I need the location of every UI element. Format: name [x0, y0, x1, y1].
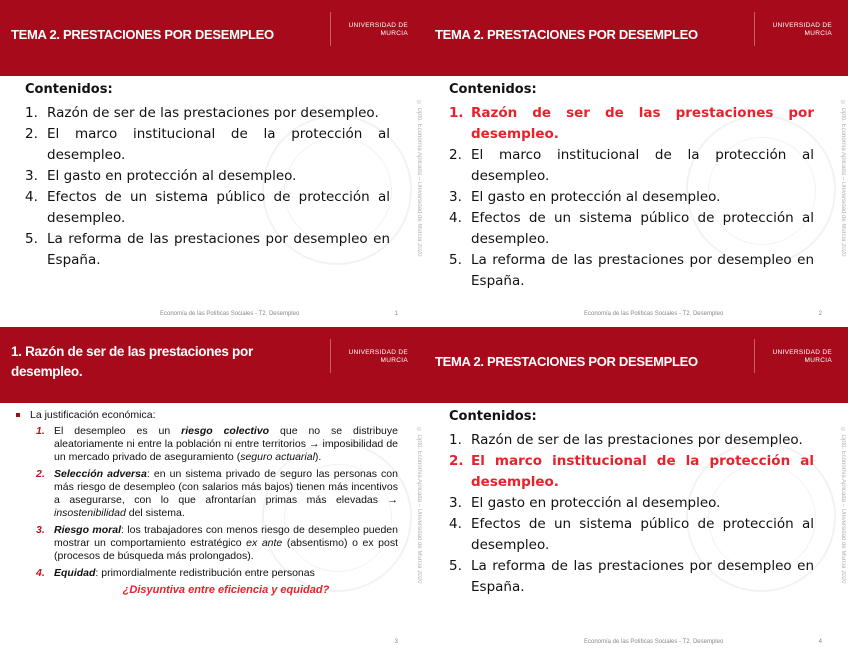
page-number: 4 — [818, 639, 822, 645]
slide-title: TEMA 2. PRESTACIONES POR DESEMPLEO — [435, 27, 698, 42]
contents-item: 3. El gasto en protección al desempleo. — [25, 168, 297, 184]
contents-title: Contenidos: — [449, 82, 537, 97]
contents-item: 4. Efectos de un sistema público de protección al desempleo. — [25, 189, 390, 226]
slide-4 — [424, 327, 848, 655]
contents-item: 2. El marco institucional de la protección al desempleo. — [449, 147, 814, 184]
slide-title: 1. Razón de ser de las prestaciones por desempleo. — [11, 344, 253, 379]
justification-item: 3. Riesgo moral: los trabajadores con menos riesgo de desempleo pueden mostrar un comportamiento estratégico ex ante (absentismo) o ex post (procesos de búsqueda más prolongados). — [36, 524, 398, 562]
contents-list — [449, 430, 814, 598]
contents-item: 4. Efectos de un sistema público de protección al desempleo. — [449, 516, 814, 553]
contents-list — [25, 103, 390, 271]
slide-header — [424, 327, 848, 403]
logo-line-2: MURCIA — [804, 357, 832, 364]
slide-header — [0, 327, 424, 403]
efficiency-equity-question: ¿Disyuntiva entre eficiencia y equidad? — [122, 584, 330, 596]
contents-item: 5. La reforma de las prestaciones por desempleo en España. — [449, 558, 814, 595]
contents-block — [25, 82, 390, 271]
logo-line-1: UNIVERSIDAD DE — [348, 349, 408, 356]
slide-title: TEMA 2. PRESTACIONES POR DESEMPLEO — [435, 354, 698, 369]
university-logo — [754, 12, 834, 46]
bullet-square-icon — [16, 413, 20, 417]
logo-line-1: UNIVERSIDAD DE — [772, 22, 832, 29]
contents-item-highlighted: 1. Razón de ser de las prestaciones por desempleo. — [449, 105, 814, 142]
contents-item: 1. Razón de ser de las prestaciones por desempleo. — [25, 105, 379, 121]
contents-item: 1. Razón de ser de las prestaciones por desempleo. — [449, 432, 803, 448]
university-logo — [330, 12, 410, 46]
justification-item: 2. Selección adversa: en un sistema privado de seguro las personas con más riesgo de desempleo (con salarios más bajos) tienen más incentivos a asegurarse, con lo que afrontarían primas más elevadas → insostenibilidad del sistema. — [36, 468, 398, 519]
page-number: 3 — [394, 639, 398, 645]
contents-list — [449, 103, 814, 292]
logo-line-1: UNIVERSIDAD DE — [772, 349, 832, 356]
slide-body — [14, 409, 398, 596]
justification-item: 4. Equidad: primordialmente redistribución entre personas — [36, 567, 315, 579]
contents-item: 2. El marco institucional de la protección al desempleo. — [25, 126, 390, 163]
slide-title: TEMA 2. PRESTACIONES POR DESEMPLEO — [11, 27, 274, 42]
slide-header — [424, 0, 848, 76]
contents-item: 4. Efectos de un sistema público de protección al desempleo. — [449, 210, 814, 247]
contents-block — [449, 409, 814, 598]
logo-line-1: UNIVERSIDAD DE — [348, 22, 408, 29]
slide-1 — [0, 0, 424, 327]
copyright-side-text: © Dpto. Economía Aplicada – Universidad de Murcia 2020 — [416, 427, 422, 584]
university-logo — [330, 339, 410, 373]
slide-3 — [0, 327, 424, 655]
contents-block — [449, 82, 814, 292]
page-number: 1 — [394, 311, 398, 317]
copyright-side-text: © Dpto. Economía Aplicada – Universidad de Murcia 2020 — [416, 100, 422, 257]
logo-line-2: MURCIA — [804, 30, 832, 37]
contents-title: Contenidos: — [25, 82, 113, 97]
bullet-text: La justificación económica: — [30, 409, 156, 421]
justification-item: 1. El desempleo es un riesgo colectivo que no se distribuye aleatoriamente ni entre la población ni entre territorios → imposibilidad de un mercado privado de aseguramiento (seguro actuarial). — [36, 425, 398, 463]
bullet-item — [14, 409, 398, 421]
logo-line-2: MURCIA — [380, 30, 408, 37]
university-logo — [754, 339, 834, 373]
slide-header — [0, 0, 424, 76]
contents-item: 3. El gasto en protección al desempleo. — [449, 495, 721, 511]
footer-text: Economía de las Políticas Sociales - T2. Desempleo — [584, 311, 724, 317]
page-number: 2 — [818, 311, 822, 317]
logo-line-2: MURCIA — [380, 357, 408, 364]
contents-title: Contenidos: — [449, 409, 537, 424]
slide-2 — [424, 0, 848, 327]
footer-text: Economía de las Políticas Sociales - T2. Desempleo — [160, 311, 300, 317]
contents-item: 5. La reforma de las prestaciones por desempleo en España. — [25, 231, 390, 268]
contents-item: 5. La reforma de las prestaciones por desempleo en España. — [449, 252, 814, 289]
footer-text: Economía de las Políticas Sociales - T2. Desempleo — [584, 639, 724, 645]
copyright-side-text: © Dpto. Economía Aplicada – Universidad de Murcia 2020 — [840, 427, 846, 584]
contents-item-highlighted: 2. El marco institucional de la protección al desempleo. — [449, 453, 814, 490]
contents-item: 3. El gasto en protección al desempleo. — [449, 189, 721, 205]
copyright-side-text: © Dpto. Economía Aplicada – Universidad de Murcia 2020 — [840, 100, 846, 257]
